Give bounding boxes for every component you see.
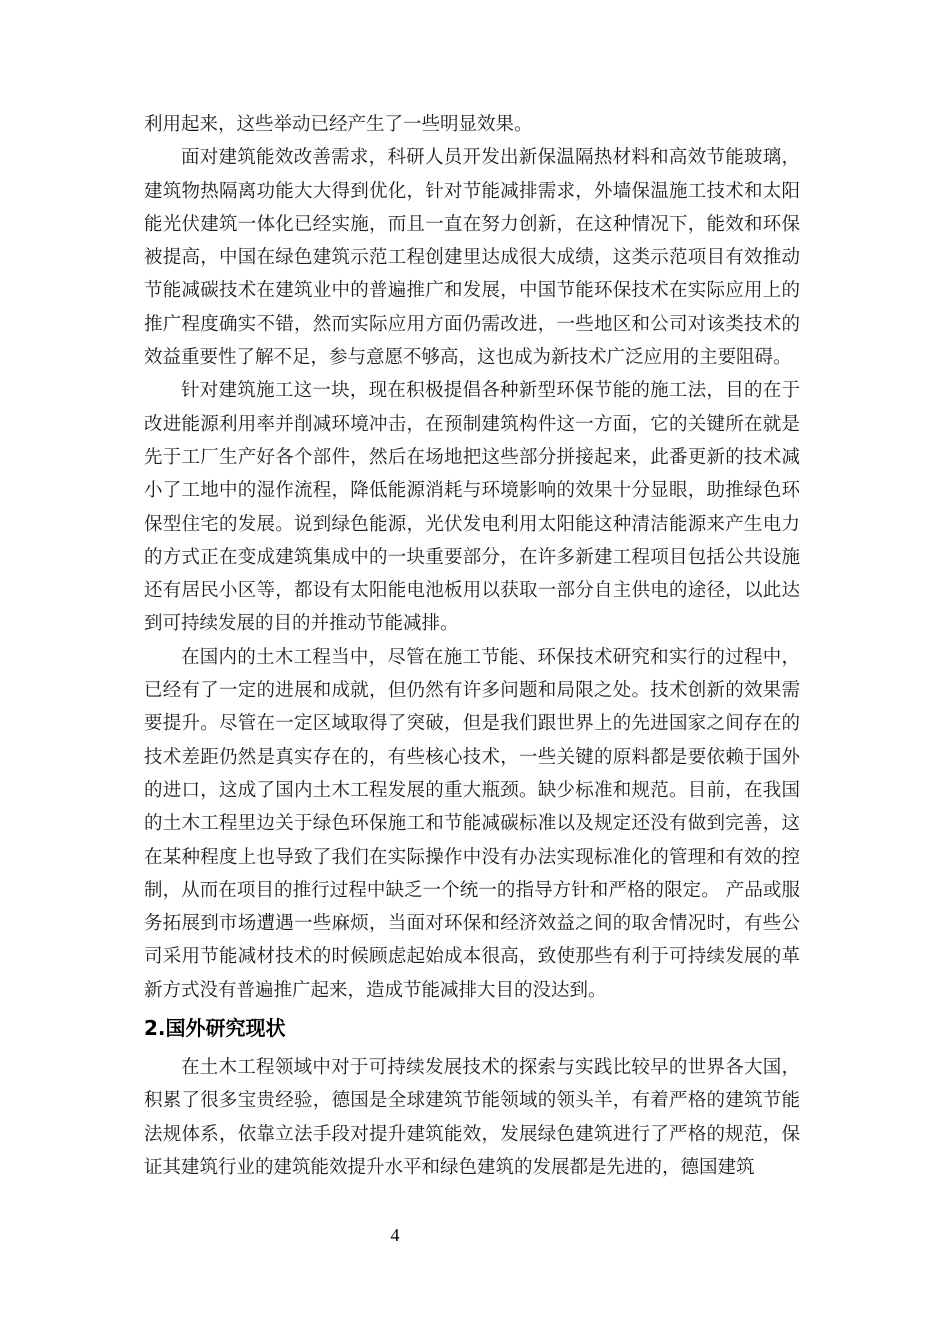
section-heading: 2.国外研究现状 (144, 1016, 286, 1041)
body-paragraph-2: 针对建筑施工这一块，现在积极提倡各种新型环保节能的施工法，目的在于改进能源利用率并削减环境冲击，在预制建筑构件这一方面，它的关键所在就是先于工厂生产好各个部件，然后在场地把这些部分拼接起来，此番更新的技术减小了工地中的湿作流程，降低能源消耗与环境影响的效果十分显眼，助推绿色环保型住宅的发展。说到绿色能源，光伏发电利用太阳能这种清洁能源来产生电力的方式正在变成建筑集成中的一块重要部分，在许多新建工程项目包括公共设施还有居民小区等，都设有太阳能电池板用以获取一部分自主供电的途径，以此达到可持续发展的目的并推动节能减排。 (144, 380, 800, 635)
body-paragraph-1: 面对建筑能效改善需求，科研人员开发出新保温隔热材料和高效节能玻璃，建筑物热隔离功能大大得到优化，针对节能减排需求，外墙保温施工技术和太阳能光伏建筑一体化已经实施，而且一直在努力创新，在这种情况下，能效和环保被提高，中国在绿色建筑示范工程创建里达成很大成绩，这类示范项目有效推动节能减碳技术在建筑业中的普遍推广和发展，中国节能环保技术在实际应用上的推广程度确实不错，然而实际应用方面仍需改进，一些地区和公司对该类技术的效益重要性了解不足，参与意愿不够高，这也成为新技术广泛应用的主要阻碍。 (144, 147, 800, 369)
page-number: 4 (390, 1225, 400, 1245)
body-paragraph-3: 在国内的土木工程当中，尽管在施工节能、环保技术研究和实行的过程中，已经有了一定的进展和成就，但仍然有许多问题和局限之处。技术创新的效果需要提升。尽管在一定区域取得了突破，但是我们跟世界上的先进国家之间存在的技术差距仍然是真实存在的，有些核心技术，一些关键的原料都是要依赖于国外的进口，这成了国内土木工程发展的重大瓶颈。缺少标准和规范。目前，在我国的土木工程里边关于绿色环保施工和节能减碳标准以及规定还没有做到完善，这在某种程度上也导致了我们在实际操作中没有办法实现标准化的管理和有效的控制，从而在项目的推行过程中缺乏一个统一的指导方针和严格的限定。 产品或服务拓展到市场遭遇一些麻烦，当面对环保和经济效益之间的取舍情况时，有些公司采用节能减材技术的时候顾虑起始成本很高，致使那些有利于可持续发展的革新方式没有普遍推广起来，造成节能减排大目的没达到。 (144, 646, 800, 1001)
continuation-paragraph: 利用起来，这些举动已经产生了一些明显效果。 (144, 114, 533, 135)
section-paragraph-1: 在土木工程领域中对于可持续发展技术的探索与实践比较早的世界各大国，积累了很多宝贵经验，德国是全球建筑节能领域的领头羊，有着严格的建筑节能法规体系，依靠立法手段对提升建筑能效，发展绿色建筑进行了严格的规范，保证其建筑行业的建筑能效提升水平和绿色建筑的发展都是先进的，德国建筑 (144, 1057, 800, 1178)
page-body (144, 108, 800, 1184)
